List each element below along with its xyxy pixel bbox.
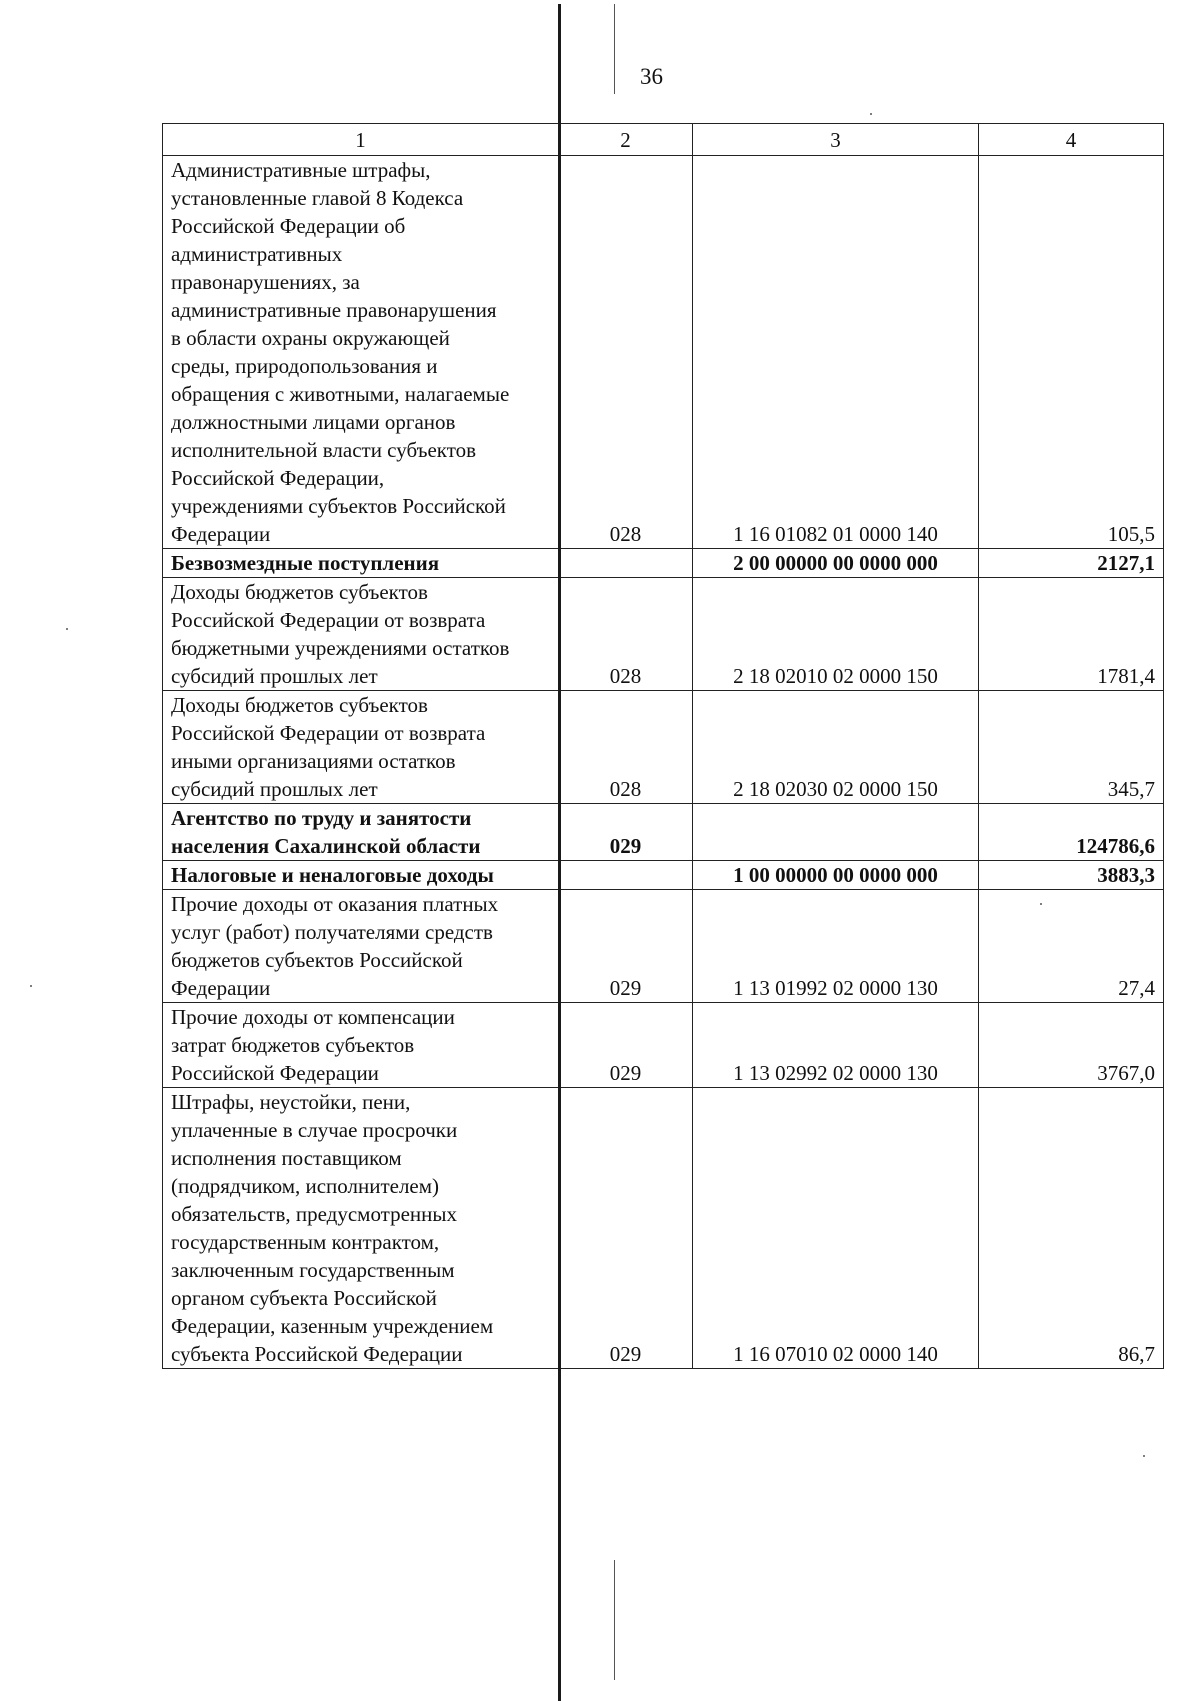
scan-artifact-dash — [614, 4, 615, 94]
cell-budget-code: 2 00 00000 00 0000 000 — [693, 549, 979, 578]
cell-amount: 124786,6 — [979, 804, 1164, 861]
cell-admin-code: 029 — [559, 890, 693, 1003]
cell-name: Административные штрафы, установленные главой 8 Кодекса Российской Федерации об административных правонарушениях, за административные правонарушения в области охраны окружающей среды, природопользования и обращения с животными, налагаемые должностными лицами органов исполнительной власти субъектов Российской Федерации, учреждениями субъектов Российской Федерации — [163, 156, 559, 549]
page-number: 36 — [640, 64, 663, 89]
cell-amount: 345,7 — [979, 691, 1164, 804]
cell-amount: 1781,4 — [979, 578, 1164, 691]
cell-amount: 105,5 — [979, 156, 1164, 549]
column-header-code: 3 — [693, 124, 979, 156]
table-row — [163, 549, 1164, 578]
cell-admin-code: 029 — [559, 804, 693, 861]
cell-budget-code: 2 18 02010 02 0000 150 — [693, 578, 979, 691]
cell-name: Налоговые и неналоговые доходы — [163, 861, 559, 890]
cell-admin-code: 029 — [559, 1003, 693, 1088]
table-row — [163, 890, 1164, 1003]
cell-budget-code: 1 13 02992 02 0000 130 — [693, 1003, 979, 1088]
cell-amount: 3767,0 — [979, 1003, 1164, 1088]
column-header-admin: 2 — [559, 124, 693, 156]
cell-name: Доходы бюджетов субъектов Российской Федерации от возврата иными организациями остатков субсидий прошлых лет — [163, 691, 559, 804]
column-header-amount: 4 — [979, 124, 1164, 156]
cell-budget-code: 1 00 00000 00 0000 000 — [693, 861, 979, 890]
table-row — [163, 861, 1164, 890]
cell-budget-code: 1 13 01992 02 0000 130 — [693, 890, 979, 1003]
table-row — [163, 691, 1164, 804]
table-header-row — [163, 124, 1164, 156]
cell-name: Агентство по труду и занятости населения Сахалинской области — [163, 804, 559, 861]
scan-speck — [30, 985, 32, 987]
table-row — [163, 804, 1164, 861]
budget-revenue-table — [162, 123, 1164, 1369]
scan-artifact-dash — [614, 1560, 615, 1680]
column-header-name: 1 — [163, 124, 559, 156]
table-row — [163, 578, 1164, 691]
cell-amount: 2127,1 — [979, 549, 1164, 578]
scan-speck — [66, 628, 68, 630]
cell-name: Прочие доходы от компенсации затрат бюджетов субъектов Российской Федерации — [163, 1003, 559, 1088]
cell-name: Безвозмездные поступления — [163, 549, 559, 578]
cell-budget-code: 2 18 02030 02 0000 150 — [693, 691, 979, 804]
cell-name: Штрафы, неустойки, пени, уплаченные в случае просрочки исполнения поставщиком (подрядчиком, исполнителем) обязательств, предусмотренных государственным контрактом, заключенным государственным органом субъекта Российской Федерации, казенным учреждением субъекта Российской Федерации — [163, 1088, 559, 1369]
cell-admin-code: 028 — [559, 691, 693, 804]
table-row — [163, 1088, 1164, 1369]
table-row — [163, 156, 1164, 549]
cell-admin-code: 028 — [559, 578, 693, 691]
table-row — [163, 1003, 1164, 1088]
scan-speck — [1040, 903, 1042, 905]
cell-admin-code: 028 — [559, 156, 693, 549]
cell-admin-code — [559, 861, 693, 890]
cell-name: Доходы бюджетов субъектов Российской Федерации от возврата бюджетными учреждениями остатков субсидий прошлых лет — [163, 578, 559, 691]
cell-amount: 27,4 — [979, 890, 1164, 1003]
cell-name: Прочие доходы от оказания платных услуг (работ) получателями средств бюджетов субъектов Российской Федерации — [163, 890, 559, 1003]
cell-budget-code — [693, 804, 979, 861]
cell-budget-code: 1 16 01082 01 0000 140 — [693, 156, 979, 549]
scan-speck — [1143, 1455, 1145, 1457]
scan-fold-line — [558, 4, 561, 1701]
cell-amount: 3883,3 — [979, 861, 1164, 890]
scan-speck — [870, 113, 872, 115]
cell-amount: 86,7 — [979, 1088, 1164, 1369]
cell-admin-code — [559, 549, 693, 578]
cell-budget-code: 1 16 07010 02 0000 140 — [693, 1088, 979, 1369]
cell-admin-code: 029 — [559, 1088, 693, 1369]
